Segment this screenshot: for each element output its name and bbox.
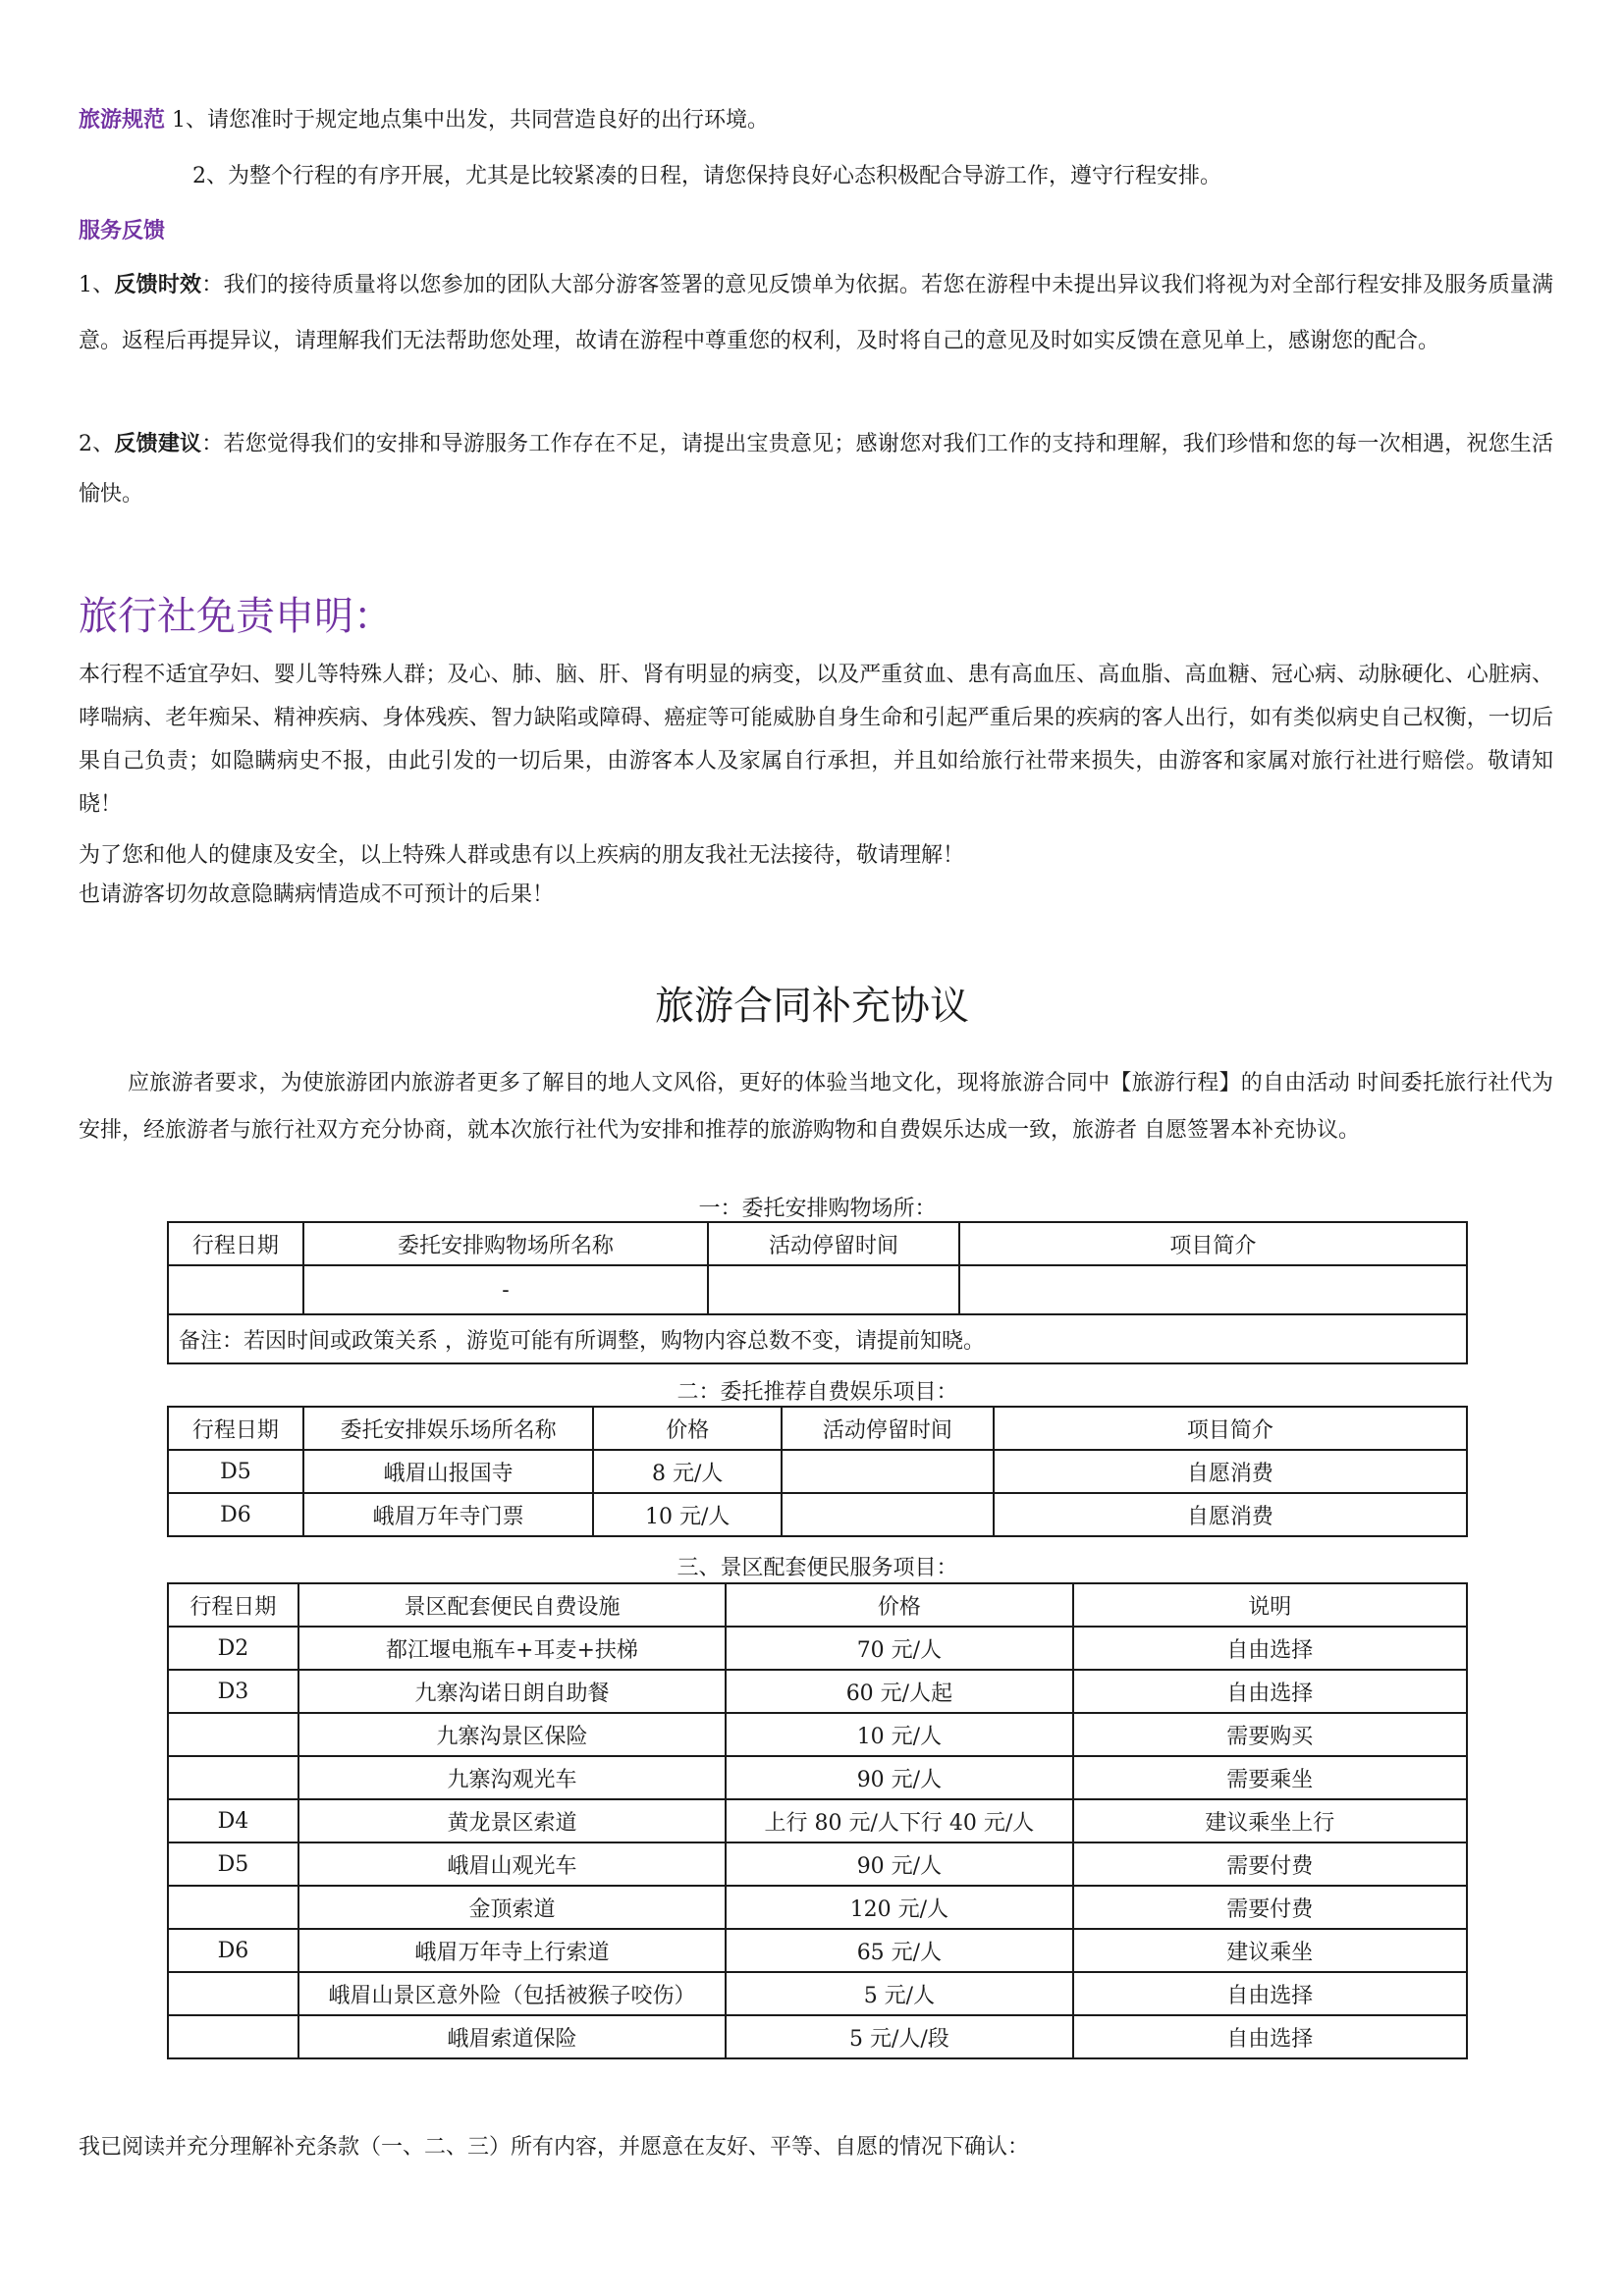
table-row (168, 1799, 1467, 1842)
table-row (168, 1450, 1467, 1493)
entertainment-table (167, 1406, 1468, 1537)
table-cell: 建议乘坐 (1073, 1929, 1467, 1972)
table-header-row (168, 1222, 1467, 1265)
table-cell: D4 (168, 1799, 298, 1842)
table-cell: D6 (168, 1493, 303, 1536)
table-header-cell: 活动停留时间 (708, 1222, 959, 1265)
table-cell: 金顶索道 (298, 1886, 726, 1929)
table-row (168, 1627, 1467, 1670)
table-row (168, 1972, 1467, 2015)
rules-item-2: 2、为整个行程的有序开展，尤其是比较紧凑的日程，请您保持良好心态积极配合导游工作，遵守行程安排。 (192, 164, 1222, 188)
table-header-cell: 行程日期 (168, 1583, 298, 1627)
table-header-cell: 委托安排购物场所名称 (303, 1222, 708, 1265)
disclaimer-paragraph-1: 本行程不适宜孕妇、婴儿等特殊人群；及心、肺、脑、肝、肾有明显的病变，以及严重贫血、患有高血压、高血脂、高血糖、冠心病、动脉硬化、心脏病、哮喘病、老年痴呆、精神疾病、身体残疾、智力缺陷或障碍、癌症等可能威胁自身生命和引起严重后果的疾病的客人出行，如有类似病史自己权衡，一切后果自己负责；如隐瞒病史不报，由此引发的一切后果，由游客本人及家属自行承担，并且如给旅行社带来损失，由游客和家属对旅行社进行赔偿。敬请知晓！ (79, 663, 1553, 817)
table-cell: 自由选择 (1073, 1972, 1467, 2015)
table-cell: - (303, 1265, 708, 1314)
shopping-table (167, 1221, 1468, 1364)
table-cell: 九寨沟观光车 (298, 1756, 726, 1799)
table-header-cell: 行程日期 (168, 1222, 303, 1265)
table-cell: 120 元/人 (726, 1886, 1072, 1929)
rules-item-1 (79, 92, 1551, 148)
table-cell: 峨眉万年寺门票 (303, 1493, 594, 1536)
table-cell: 都江堰电瓶车+耳麦+扶梯 (298, 1627, 726, 1670)
table-cell: 峨眉山观光车 (298, 1842, 726, 1886)
agreement-intro: 应旅游者要求，为使旅游团内旅游者更多了解目的地人文风俗，更好的体验当地文化，现将旅游合同中【旅游行程】的自由活动 时间委托旅行社代为安排，经旅游者与旅行社双方充分协商，就本次旅行社代为安排和推荐的旅游购物和自费娱乐达成一致，旅游者 自愿签署本补充协议。 (79, 1071, 1553, 1143)
table-row (168, 1886, 1467, 1929)
table-row (168, 1265, 1467, 1314)
table-cell (782, 1450, 994, 1493)
table-cell: 65 元/人 (726, 1929, 1072, 1972)
table-row (168, 1713, 1467, 1756)
table-note-row (168, 1314, 1467, 1363)
table-cell: 70 元/人 (726, 1627, 1072, 1670)
table-cell: 90 元/人 (726, 1756, 1072, 1799)
table-cell: 峨眉山报国寺 (303, 1450, 594, 1493)
feedback-p1-title: 反馈时效 (114, 273, 202, 297)
disclaimer-paragraph-2: 为了您和他人的健康及安全，以上特殊人群或患有以上疾病的朋友我社无法接待，敬请理解！ (79, 843, 965, 868)
table-cell (959, 1265, 1467, 1314)
table-cell: 需要付费 (1073, 1886, 1467, 1929)
table-cell: D2 (168, 1627, 298, 1670)
table-cell: 5 元/人/段 (726, 2015, 1072, 2058)
table-cell: D3 (168, 1670, 298, 1713)
table-cell: 自愿消费 (994, 1493, 1467, 1536)
agreement-title: 旅游合同补充协议 (655, 984, 969, 1029)
table-cell: 九寨沟诺日朗自助餐 (298, 1670, 726, 1713)
table-header-cell: 说明 (1073, 1583, 1467, 1627)
table-cell: 10 元/人 (726, 1713, 1072, 1756)
table-header-cell: 项目简介 (994, 1407, 1467, 1450)
feedback-p2-title: 反馈建议 (114, 432, 202, 456)
table-header-row (168, 1407, 1467, 1450)
table-cell (168, 1713, 298, 1756)
table-cell: 上行 80 元/人下行 40 元/人 (726, 1799, 1072, 1842)
table-cell: 自由选择 (1073, 1627, 1467, 1670)
rules-item-1-text: 1、请您准时于规定地点集中出发，共同营造良好的出行环境。 (172, 108, 770, 133)
table-cell (168, 1972, 298, 2015)
table-row (168, 1670, 1467, 1713)
table-header-row (168, 1583, 1467, 1627)
table-cell: 需要乘坐 (1073, 1756, 1467, 1799)
table-header-cell: 行程日期 (168, 1407, 303, 1450)
table3-caption: 三、景区配套便民服务项目： (677, 1556, 958, 1580)
feedback-p1-number: 1、 (79, 273, 115, 297)
table-cell: 8 元/人 (593, 1450, 782, 1493)
table-cell (708, 1265, 959, 1314)
table-cell: 需要付费 (1073, 1842, 1467, 1886)
table-cell (168, 1886, 298, 1929)
table-cell: 建议乘坐上行 (1073, 1799, 1467, 1842)
table-cell (782, 1493, 994, 1536)
table-cell: 自由选择 (1073, 1670, 1467, 1713)
table-cell: 60 元/人起 (726, 1670, 1072, 1713)
table-row (168, 1842, 1467, 1886)
table-cell: 自由选择 (1073, 2015, 1467, 2058)
table-cell: 九寨沟景区保险 (298, 1713, 726, 1756)
feedback-paragraph-2 (79, 419, 1553, 519)
feedback-label: 服务反馈 (79, 219, 166, 243)
table-header-cell: 项目简介 (959, 1222, 1467, 1265)
rules-label: 旅游规范 (79, 108, 166, 133)
table-header-cell: 景区配套便民自费设施 (298, 1583, 726, 1627)
table-header-cell: 委托安排娱乐场所名称 (303, 1407, 594, 1450)
table-header-cell: 价格 (593, 1407, 782, 1450)
table2-caption: 二：委托推荐自费娱乐项目： (677, 1380, 958, 1405)
table-cell (168, 2015, 298, 2058)
table1-caption: 一：委托安排购物场所： (698, 1197, 937, 1221)
feedback-p2-text: ：若您觉得我们的安排和导游服务工作存在不足，请提出宝贵意见；感谢您对我们工作的支持和理解，我们珍惜和您的每一次相遇，祝您生活愉快。 (79, 432, 1553, 507)
table-cell (168, 1265, 303, 1314)
confirmation-statement: 我已阅读并充分理解补充条款（一、二、三）所有内容，并愿意在友好、平等、自愿的情况下确认： (79, 2135, 1030, 2160)
table-cell: 峨眉索道保险 (298, 2015, 726, 2058)
table-row (168, 1929, 1467, 1972)
table-cell: 黄龙景区索道 (298, 1799, 726, 1842)
table-header-cell: 价格 (726, 1583, 1072, 1627)
table-row (168, 1756, 1467, 1799)
table-cell: 需要购买 (1073, 1713, 1467, 1756)
feedback-p1-text: ：我们的接待质量将以您参加的团队大部分游客签署的意见反馈单为依据。若您在游程中未提出异议我们将视为对全部行程安排及服务质量满意。返程后再提异议，请理解我们无法帮助您处理，故请在游程中尊重您的权利，及时将自己的意见及时如实反馈在意见单上，感谢您的配合。 (79, 273, 1553, 353)
feedback-paragraph-1 (79, 257, 1553, 369)
table-note: 备注：若因时间或政策关系 ，游览可能有所调整，购物内容总数不变，请提前知晓。 (168, 1314, 1467, 1363)
table-cell: 10 元/人 (593, 1493, 782, 1536)
table-header-cell: 活动停留时间 (782, 1407, 994, 1450)
table-cell: D5 (168, 1842, 298, 1886)
table-cell (168, 1756, 298, 1799)
table-row (168, 2015, 1467, 2058)
table-row (168, 1493, 1467, 1536)
table-cell: 90 元/人 (726, 1842, 1072, 1886)
table-cell: 峨眉万年寺上行索道 (298, 1929, 726, 1972)
table-cell: D5 (168, 1450, 303, 1493)
feedback-p2-number: 2、 (79, 432, 115, 456)
services-table (167, 1582, 1468, 2059)
disclaimer-paragraph-3: 也请游客切勿故意隐瞒病情造成不可预计的后果！ (79, 882, 555, 907)
table-cell: 5 元/人 (726, 1972, 1072, 2015)
table-cell: 自愿消费 (994, 1450, 1467, 1493)
table-cell: 峨眉山景区意外险（包括被猴子咬伤） (298, 1972, 726, 2015)
table-cell: D6 (168, 1929, 298, 1972)
disclaimer-heading: 旅行社免责申明： (79, 594, 393, 639)
